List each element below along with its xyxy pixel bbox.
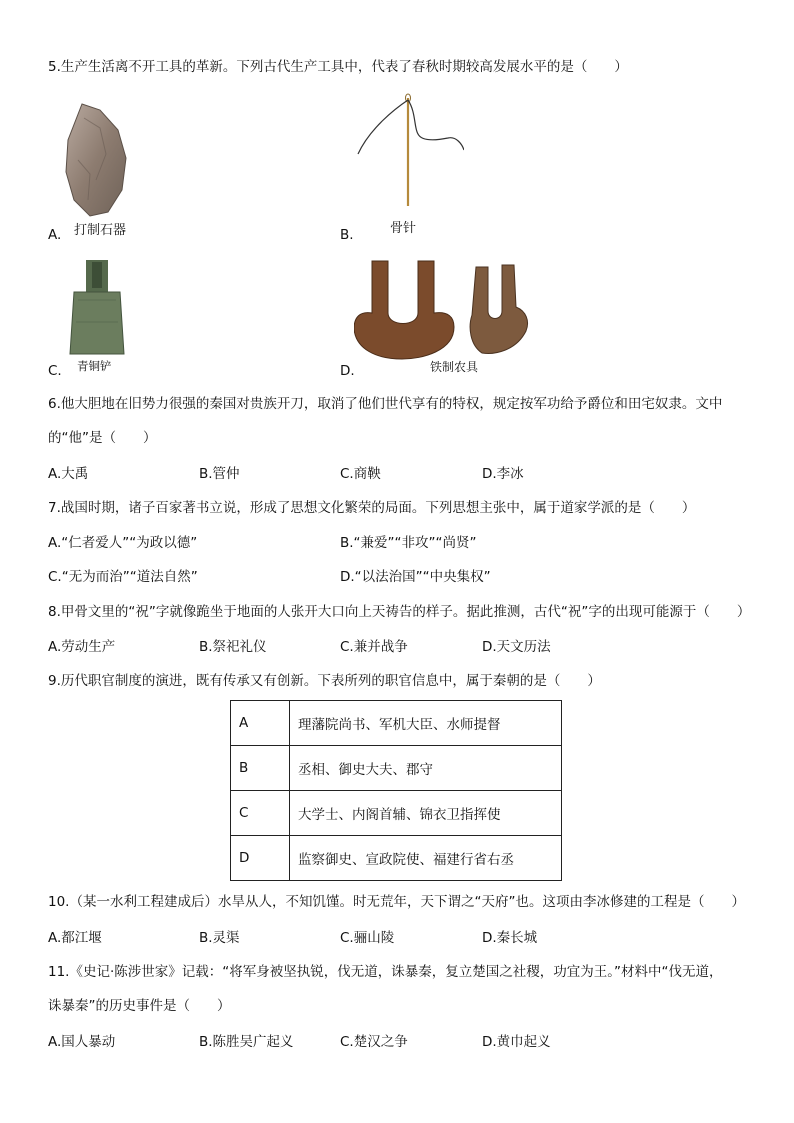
table-row (231, 836, 562, 881)
q7-option-a: A.“仁者爱人”“为政以德” (48, 535, 198, 551)
q6-stem-line1: 6.他大胆地在旧势力很强的秦国对贵族开刀，取消了他们世代享有的特权，规定按军功给予爵位和田宅奴隶。文中 (48, 396, 723, 412)
q8-option-a: A.劳动生产 (48, 639, 116, 655)
q8-stem: 8.甲骨文里的“祝”字就像跪坐于地面的人张开大口向上天祷告的样子。据此推测，古代“祝”字的出现可能源于（ ） (48, 604, 751, 620)
q6-option-d: D.李冰 (482, 466, 524, 482)
q5-option-c-caption: 青铜铲 (77, 359, 112, 373)
q8-option-c: C.兼并战争 (340, 639, 408, 655)
q10-option-a: A.都江堰 (48, 930, 102, 946)
table-cell-key: C (231, 791, 290, 836)
table-cell-key: A (231, 701, 290, 746)
q11-option-b: B.陈胜吴广起义 (199, 1034, 294, 1050)
q10-option-b: B.灵渠 (199, 930, 240, 946)
q10-stem: 10.（某一水利工程建成后）水旱从人，不知饥馑。时无荒年，天下谓之“天府”也。这项由李冰修建的工程是（ ） (48, 894, 745, 910)
q7-option-c: C.“无为而治”“道法自然” (48, 569, 198, 585)
stone-tool-image (60, 100, 140, 225)
q6-option-a: A.大禹 (48, 466, 89, 482)
q11-option-a: A.国人暴动 (48, 1034, 116, 1050)
q7-option-d: D.“以法治国”“中央集权” (340, 569, 491, 585)
q7-option-b: B.“兼爱”“非攻”“尚贤” (340, 535, 477, 551)
q11-stem-line1: 11.《史记·陈涉世家》记载：“将军身被坚执锐，伐无道，诛暴秦，复立楚国之社稷，功宜为王。”材料中“伐无道， (48, 964, 723, 980)
q6-option-b: B.管仲 (199, 466, 240, 482)
q7-stem: 7.战国时期，诸子百家著书立说，形成了思想文化繁荣的局面。下列思想主张中，属于道家学派的是（ ） (48, 500, 696, 516)
q11-option-d: D.黄巾起义 (482, 1034, 551, 1050)
q8-option-b: B.祭祀礼仪 (199, 639, 267, 655)
q10-option-d: D.秦长城 (482, 930, 538, 946)
table-row (231, 791, 562, 836)
q6-stem-line2: 的“他”是（ ） (48, 430, 157, 446)
q6-option-c: C.商鞅 (340, 466, 381, 482)
q5-option-c-letter: C. (48, 363, 62, 379)
q5-option-d-caption: 铁制农具 (430, 360, 479, 374)
q10-option-c: C.骊山陵 (340, 930, 395, 946)
iron-tools-image (354, 255, 549, 360)
q5-option-a-letter: A. (48, 227, 62, 243)
q5-option-d-letter: D. (340, 363, 355, 379)
table-cell-value: 丞相、御史大夫、郡守 (290, 746, 562, 791)
table-cell-key: D (231, 836, 290, 881)
q8-option-d: D.天文历法 (482, 639, 551, 655)
q11-stem-line2: 诛暴秦”的历史事件是（ ） (48, 998, 231, 1014)
q5-stem: 5.生产生活离不开工具的革新。下列古代生产工具中，代表了春秋时期较高发展水平的是（ ） (48, 59, 628, 75)
q5-option-a-caption: 打制石器 (74, 223, 127, 238)
official-posts-table (230, 700, 562, 881)
table-row (231, 701, 562, 746)
table-cell-value: 理藩院尚书、军机大臣、水师提督 (290, 701, 562, 746)
table-cell-value: 大学士、内阁首辅、锦衣卫指挥使 (290, 791, 562, 836)
table-cell-key: B (231, 746, 290, 791)
q11-option-c: C.楚汉之争 (340, 1034, 408, 1050)
table-cell-value: 监察御史、宣政院使、福建行省右丞 (290, 836, 562, 881)
table-row (231, 746, 562, 791)
q9-stem: 9.历代职官制度的演进，既有传承又有创新。下表所列的职官信息中，属于秦朝的是（ ） (48, 673, 601, 689)
bronze-spade-image (64, 260, 130, 360)
bone-needle-image (352, 88, 464, 213)
q5-option-b-letter: B. (340, 227, 354, 243)
q5-option-b-caption: 骨针 (390, 221, 417, 236)
